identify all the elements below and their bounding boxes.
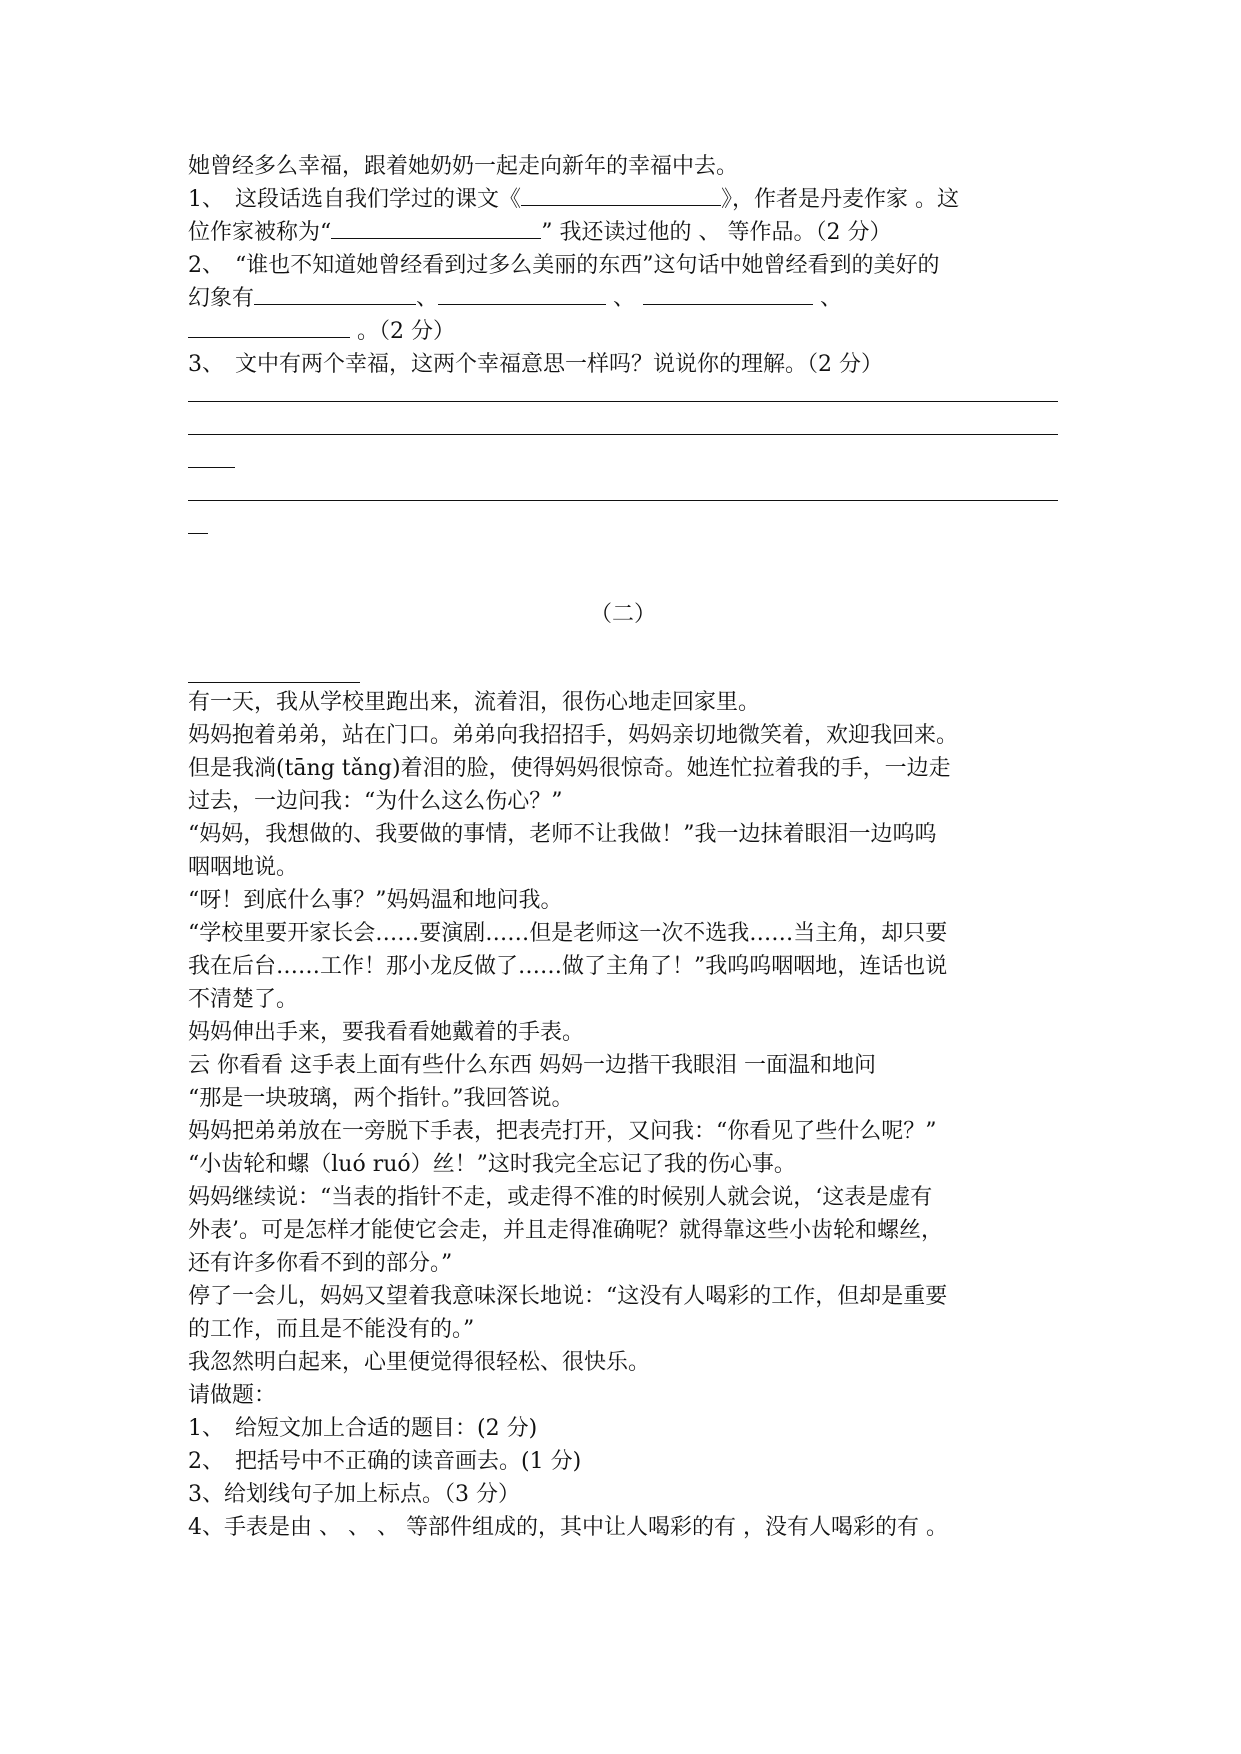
answer-line-1[interactable] xyxy=(188,381,1058,414)
blank-vision-4[interactable] xyxy=(188,317,350,338)
passage-line: 咽咽地说。 xyxy=(188,855,299,880)
blank-vision-3[interactable] xyxy=(643,284,813,305)
passage-line: 妈妈把弟弟放在一旁脱下手表，把表壳打开，又问我：“你看见了些什么呢？” xyxy=(188,1119,937,1144)
blank-vision-1[interactable] xyxy=(254,284,416,305)
passage-line: “小齿轮和螺（luó ruó）丝！”这时我完全忘记了我的伤心事。 xyxy=(188,1152,796,1177)
passage-line: 不清楚了。 xyxy=(188,987,299,1012)
passage-line: 还有许多你看不到的部分。” xyxy=(188,1251,453,1276)
question-1-line-2: 位作家被称为“ ” 我还读过他的 、 等作品。（2 分） xyxy=(188,220,892,245)
answer-line-3[interactable] xyxy=(188,447,1058,480)
question-2-line-2: 幻象有 、 、 、 xyxy=(188,286,843,311)
passage-line: 过去，一边问我：“为什么这么伤心？” xyxy=(188,789,563,814)
passage-line: 有一天，我从学校里跑出来，流着泪，很伤心地走回家里。 xyxy=(188,690,761,715)
passage-line: 妈妈抱着弟弟，站在门口。弟弟向我招招手，妈妈亲切地微笑着，欢迎我回来。 xyxy=(188,723,959,748)
passage-line: 我在后台……工作！那小龙反做了……做了主角了！”我呜呜咽咽地，连话也说 xyxy=(188,954,948,979)
divider xyxy=(188,682,360,683)
exercise-question: 4、手表是由 、 、 、 等部件组成的，其中让人喝彩的有 ，没有人喝彩的有 。 xyxy=(188,1515,948,1540)
question-2-line-3: 。（2 分） xyxy=(188,315,1058,348)
blank-author-title[interactable] xyxy=(331,218,541,239)
passage-two xyxy=(188,686,1058,1544)
passage-intro: 她曾经多么幸福，跟着她奶奶一起走向新年的幸福中去。 xyxy=(188,154,739,179)
underlined-sentence: 云 你看看 这手表上面有些什么东西 妈妈一边揩干我眼泪 一面温和地问 xyxy=(188,1053,876,1078)
passage-line: “呀！到底什么事？”妈妈温和地问我。 xyxy=(188,888,563,913)
question-3: 3、 文中有两个幸福，这两个幸福意思一样吗？说说你的理解。（2 分） xyxy=(188,352,883,377)
passage-line: “妈妈，我想做的、我要做的事情，老师不让我做！”我一边抹着眼泪一边呜呜 xyxy=(188,822,937,847)
document-page xyxy=(188,150,1058,1540)
exercise-heading: 请做题： xyxy=(188,1383,277,1408)
passage-line: “学校里要开家长会……要演剧……但是老师这一次不选我……当主角，却只要 xyxy=(188,921,948,946)
passage-line: 我忽然明白起来，心里便觉得很轻松、很快乐。 xyxy=(188,1350,651,1375)
question-2-line-1: 2、 “谁也不知道她曾经看到过多么美丽的东西”这句话中她曾经看到的美好的 xyxy=(188,253,940,278)
exercise-question: 1、 给短文加上合适的题目：(2 分) xyxy=(188,1416,538,1441)
passage-line: 的工作，而且是不能没有的。” xyxy=(188,1317,475,1342)
passage-line: 但是我淌(tāng tǎng)着泪的脸，使得妈妈很惊奇。她连忙拉着我的手，一边走 xyxy=(188,756,951,781)
blank-vision-2[interactable] xyxy=(438,284,606,305)
passage-line: 妈妈伸出手来，要我看看她戴着的手表。 xyxy=(188,1020,585,1045)
answer-line-4[interactable] xyxy=(188,480,1058,513)
passage-line: 外表’。可是怎样才能使它会走，并且走得准确呢？就得靠这些小齿轮和螺丝， xyxy=(188,1218,943,1243)
exercise-question: 3、给划线句子加上标点。（3 分） xyxy=(188,1482,520,1507)
passage-line: 妈妈继续说：“当表的指针不走，或走得不准的时候别人就会说，‘这表是虚有 xyxy=(188,1185,933,1210)
passage-line: “那是一块玻璃，两个指针。”我回答说。 xyxy=(188,1086,574,1111)
question-1-line-1: 1、 这段话选自我们学过的课文《 》，作者是丹麦作家 。这 xyxy=(188,187,959,212)
passage-line: 停了一会儿，妈妈又望着我意味深长地说：“这没有人喝彩的工作，但却是重要 xyxy=(188,1284,948,1309)
answer-line-2[interactable] xyxy=(188,414,1058,447)
answer-line-5[interactable] xyxy=(188,513,1058,546)
exercise-question: 2、 把括号中不正确的读音画去。(1 分) xyxy=(188,1449,582,1474)
blank-lesson-title[interactable] xyxy=(521,185,721,206)
section-title: （二） xyxy=(589,602,656,627)
